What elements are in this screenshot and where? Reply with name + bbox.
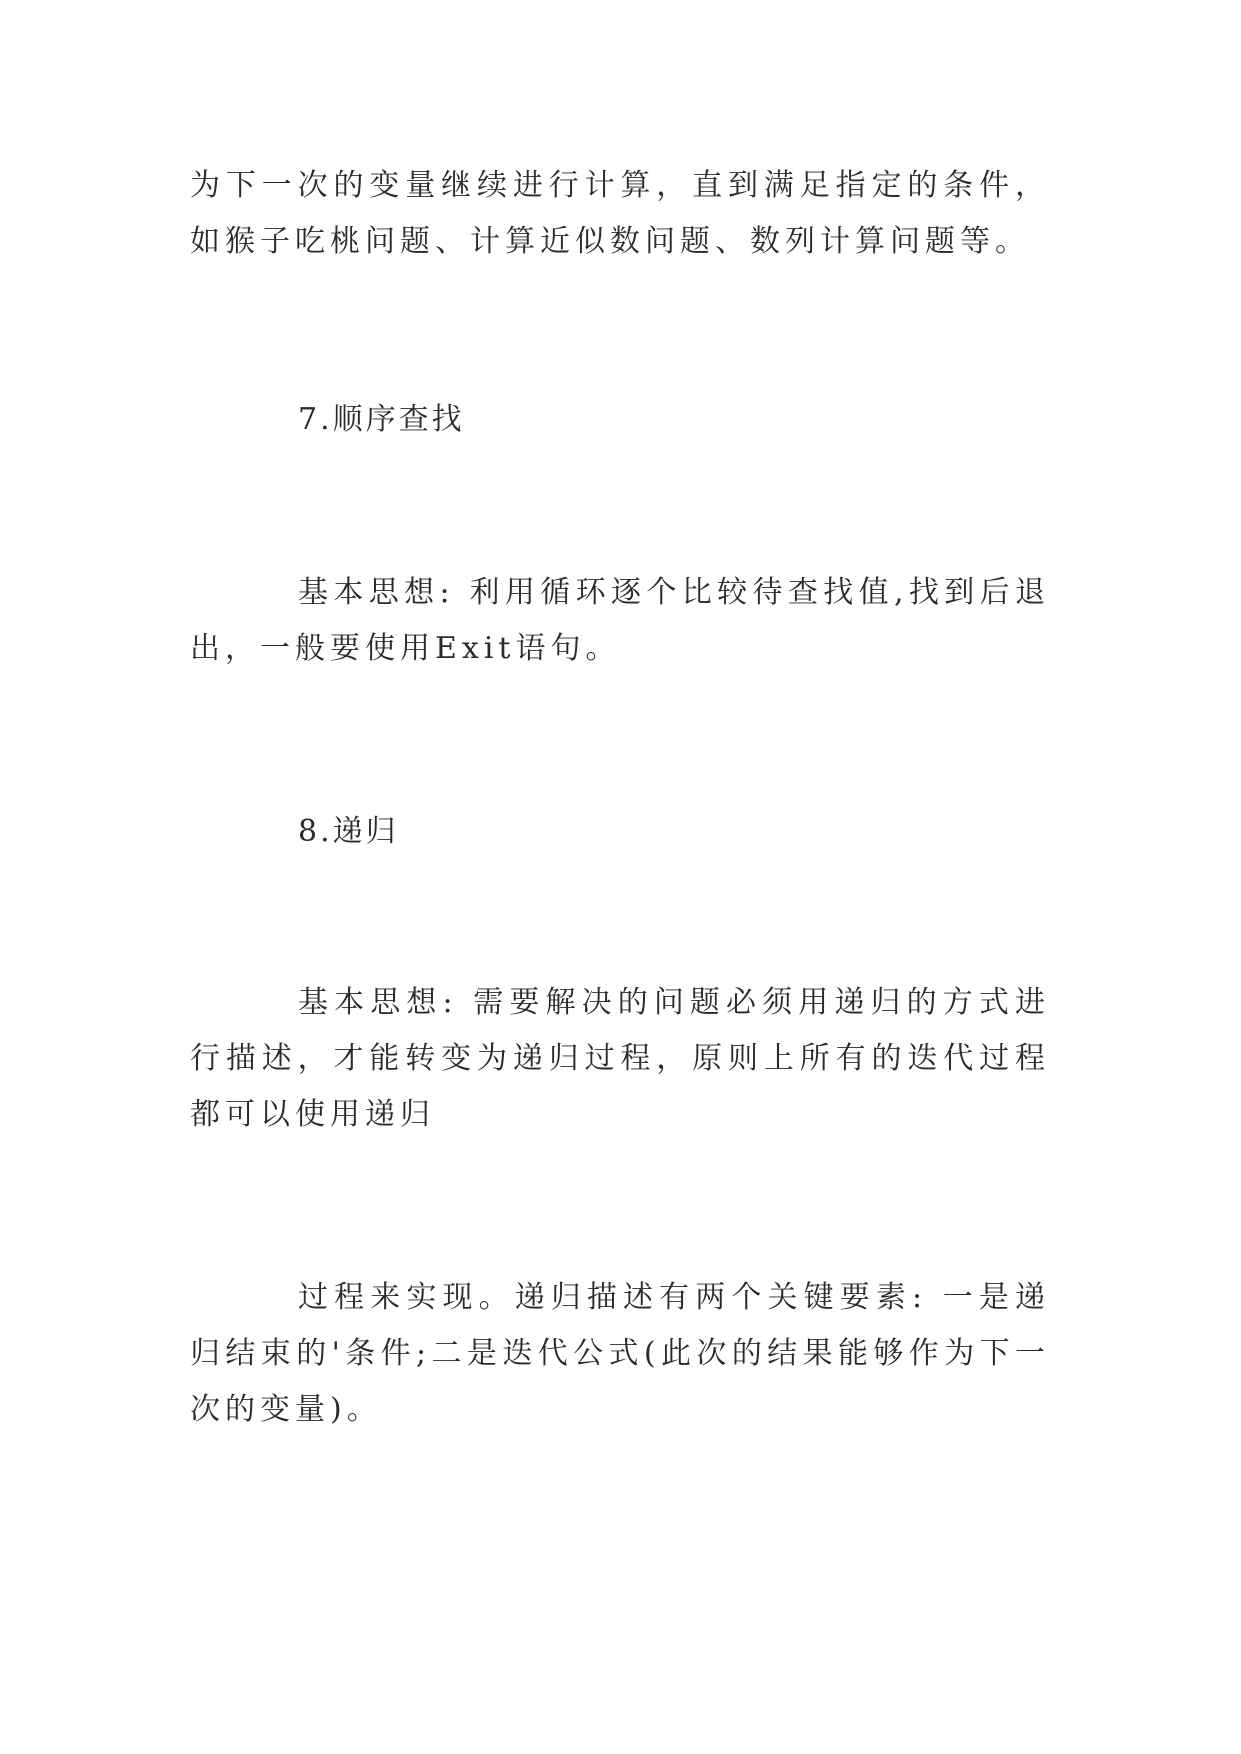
sequential-search-paragraph: 基本思想: 利用循环逐个比较待查找值,找到后退出，一般要使用Exit语句。 [190,575,1050,666]
recursion-paragraph-1: 基本思想: 需要解决的问题必须用递归的方式进行描述，才能转变为递归过程，原则上所有的迭代过程都可以使用递归 [190,985,1050,1132]
section-heading-recursion: 8.递归 [298,814,399,849]
continuation-paragraph: 为下一次的变量继续进行计算，直到满足指定的条件，如猴子吃桃问题、计算近似数问题、数列计算问题等。 [190,168,1050,259]
section-heading-sequential-search: 7.顺序查找 [298,402,465,437]
recursion-paragraph-2: 过程来实现。递归描述有两个关键要素: 一是递归结束的'条件;二是迭代公式(此次的结果能够作为下一次的变量)。 [190,1280,1050,1427]
